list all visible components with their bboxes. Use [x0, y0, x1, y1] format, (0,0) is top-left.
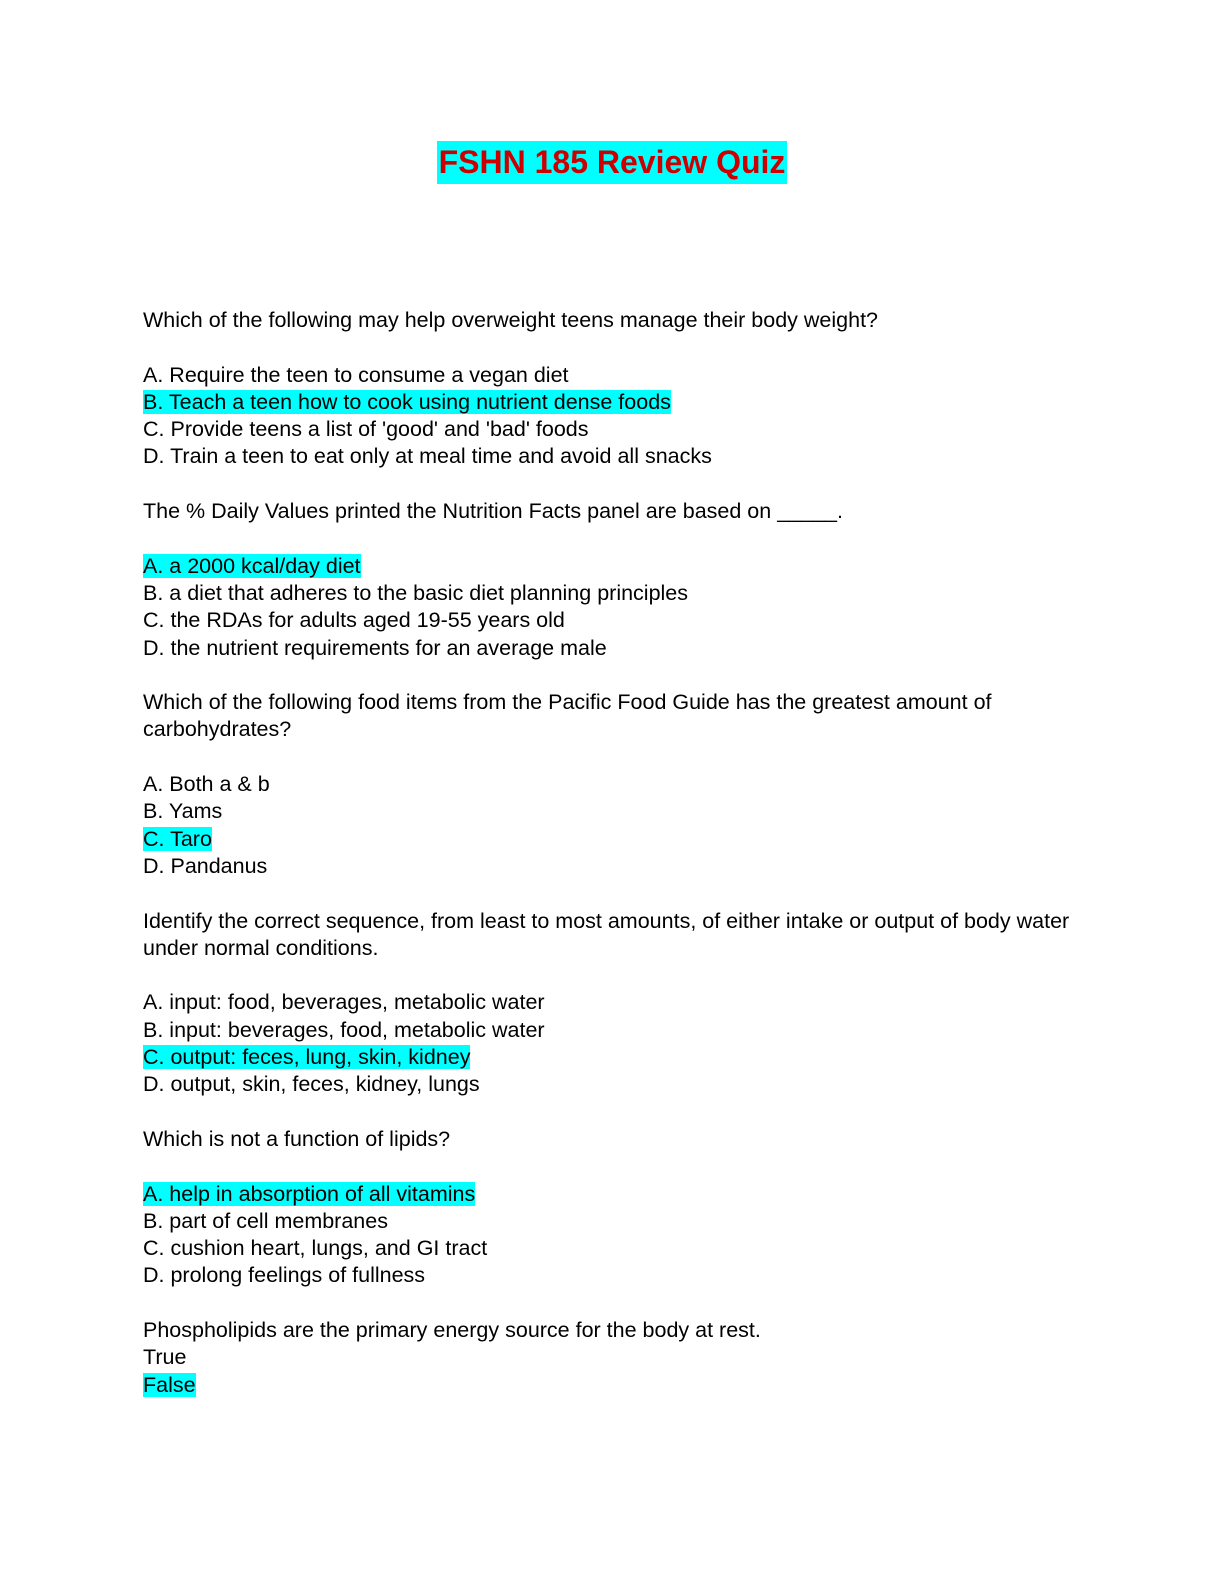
question-block	[143, 498, 1073, 662]
question-block	[143, 1317, 1073, 1399]
question-text: Phospholipids are the primary energy source for the body at rest.	[143, 1317, 761, 1342]
answer-highlight: B. Teach a teen how to cook using nutrient dense foods	[143, 389, 671, 414]
answer-option-highlighted	[143, 553, 1073, 580]
answer-option: B. Yams	[143, 799, 223, 824]
answer-option-highlighted	[143, 1181, 1073, 1208]
title-container	[0, 141, 1224, 184]
answer-options	[143, 553, 1073, 662]
question-text: Which is not a function of lipids?	[143, 1126, 451, 1151]
answer-option-highlighted	[143, 1372, 1073, 1399]
document-title: FSHN 185 Review Quiz	[437, 141, 788, 184]
question-text: The % Daily Values printed the Nutrition Facts panel are based on _____.	[143, 499, 843, 524]
question-block	[143, 689, 1073, 880]
answer-option: A. Both a & b	[143, 772, 270, 797]
answer-option: D. prolong feelings of fullness	[143, 1263, 426, 1288]
answer-option: D. Pandanus	[143, 853, 268, 878]
answer-option: B. part of cell membranes	[143, 1208, 388, 1233]
answer-option: A. input: food, beverages, metabolic water	[143, 990, 545, 1015]
answer-option: D. output, skin, feces, kidney, lungs	[143, 1072, 480, 1097]
answer-options	[143, 1344, 1073, 1399]
answer-highlight: C. output: feces, lung, skin, kidney	[143, 1045, 471, 1070]
answer-options	[143, 771, 1073, 880]
answer-highlight: C. Taro	[143, 826, 212, 851]
question-block	[143, 307, 1073, 471]
answer-option-highlighted	[143, 389, 1073, 416]
answer-option: B. a diet that adheres to the basic diet planning principles	[143, 580, 689, 605]
answer-highlight: A. a 2000 kcal/day diet	[143, 553, 361, 578]
answer-option: D. Train a teen to eat only at meal time and avoid all snacks	[143, 444, 712, 469]
answer-options	[143, 989, 1073, 1098]
answer-option: C. cushion heart, lungs, and GI tract	[143, 1236, 488, 1261]
answer-highlight: False	[143, 1372, 196, 1397]
answer-option: B. input: beverages, food, metabolic water	[143, 1017, 545, 1042]
question-block	[143, 908, 1073, 1099]
question-block	[143, 1126, 1073, 1290]
answer-options	[143, 1181, 1073, 1290]
answer-option: A. Require the teen to consume a vegan diet	[143, 362, 569, 387]
answer-option-highlighted	[143, 826, 1073, 853]
answer-option-highlighted	[143, 1044, 1073, 1071]
question-text: Which of the following food items from the Pacific Food Guide has the greatest amount of carbohydrates?	[143, 690, 992, 742]
quiz-content	[143, 307, 1073, 1426]
answer-options	[143, 362, 1073, 471]
answer-option: C. the RDAs for adults aged 19-55 years old	[143, 608, 565, 633]
answer-option: True	[143, 1345, 187, 1370]
answer-highlight: A. help in absorption of all vitamins	[143, 1181, 476, 1206]
question-text: Which of the following may help overweight teens manage their body weight?	[143, 308, 878, 332]
answer-option: D. the nutrient requirements for an average male	[143, 635, 607, 660]
question-text: Identify the correct sequence, from least to most amounts, of either intake or output of body water under normal conditions.	[143, 908, 1070, 960]
answer-option: C. Provide teens a list of 'good' and 'bad' foods	[143, 417, 589, 442]
